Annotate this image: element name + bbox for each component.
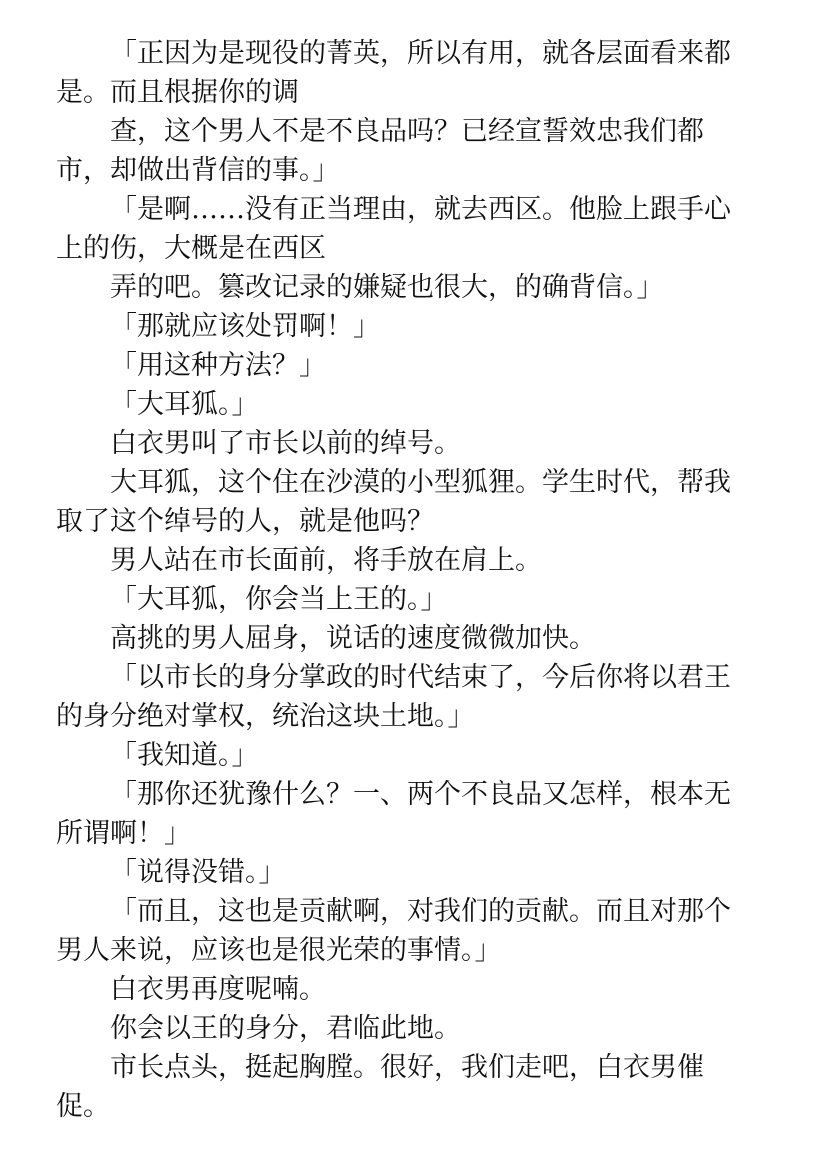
paragraph: 「是啊……没有正当理由，就去西区。他脸上跟手心上的伤，大概是在西区 — [56, 194, 731, 264]
paragraph: 白衣男叫了市长以前的绰号。 — [110, 428, 461, 459]
paragraph: 「用这种方法？」 — [110, 350, 326, 381]
paragraph: 男人站在市长面前，将手放在肩上。 — [110, 545, 542, 576]
paragraph: 「以市长的身分掌政的时代结束了，今后你将以君王的身分绝对掌权，统治这块土地。」 — [56, 662, 731, 732]
paragraph: 「大耳狐，你会当上王的。」 — [110, 584, 448, 615]
paragraph: 「正因为是现役的菁英，所以有用，就各层面看来都是。而且根据你的调 — [56, 38, 731, 108]
paragraph: 你会以王的身分，君临此地。 — [110, 1013, 461, 1044]
paragraph: 「那你还犹豫什么？一、两个不良品又怎样，根本无所谓啊！」 — [56, 779, 731, 849]
paragraph: 高挑的男人屈身，说话的速度微微加快。 — [110, 623, 596, 654]
document-page — [56, 34, 756, 1126]
paragraph: 查，这个男人不是不良品吗？已经宣誓效忠我们都市，却做出背信的事。」 — [56, 116, 704, 186]
paragraph: 大耳狐，这个住在沙漠的小型狐狸。学生时代，帮我取了这个绰号的人，就是他吗？ — [56, 467, 731, 537]
paragraph: 「而且，这也是贡献啊，对我们的贡献。而且对那个男人来说，应该也是很光荣的事情。」 — [56, 896, 731, 966]
paragraph: 「说得没错。」 — [110, 857, 286, 888]
paragraph: 弄的吧。篡改记录的嫌疑也很大，的确背信。」 — [110, 272, 664, 303]
paragraph: 白衣男再度呢喃。 — [110, 974, 326, 1005]
paragraph: 「那就应该处罚啊！」 — [110, 311, 380, 342]
paragraph: 「大耳狐。」 — [110, 389, 259, 420]
paragraph: 市长点头，挺起胸膛。很好，我们走吧，白衣男催促。 — [56, 1052, 704, 1122]
paragraph: 「我知道。」 — [110, 740, 259, 771]
